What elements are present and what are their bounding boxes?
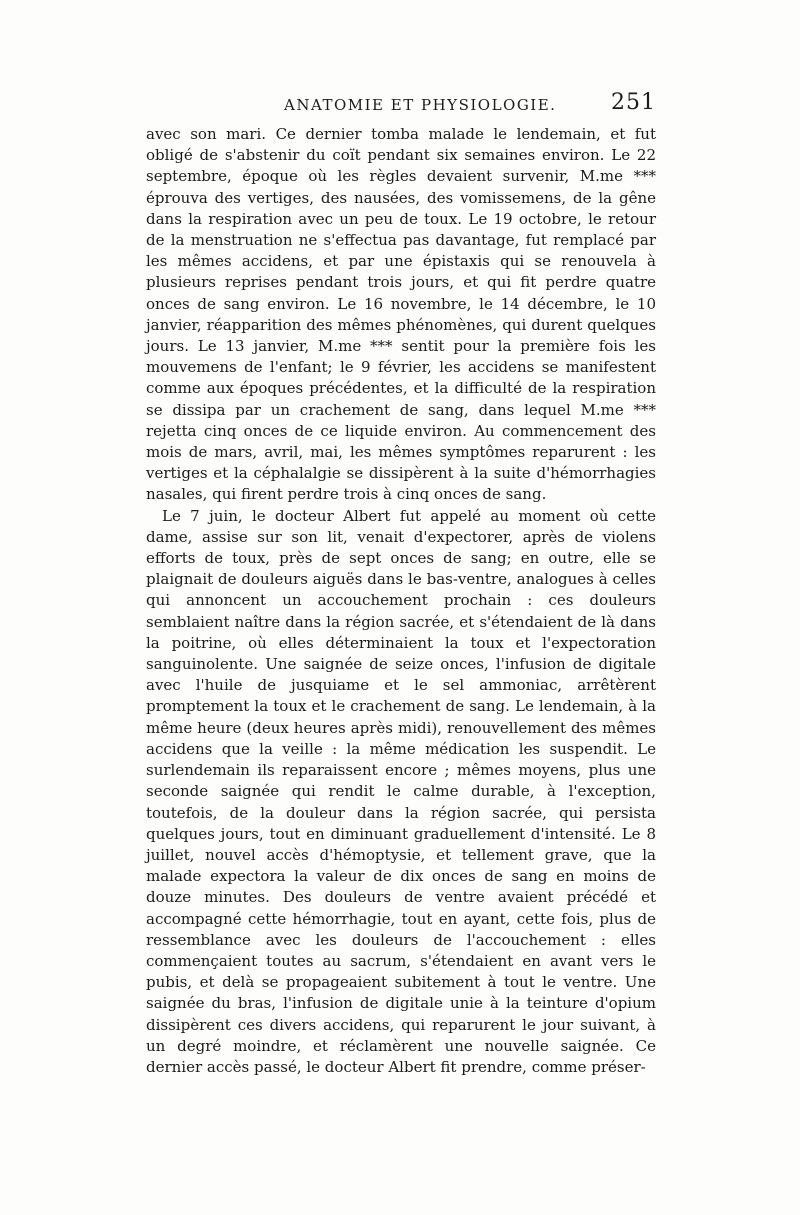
paragraph-continued: avec son mari. Ce dernier tomba malade le lendemain, et fut obligé de s'abstenir du coït pendant six semaines environ. Le 22 septembre, époque où les règles devaient survenir, M.me *** éprouva des vertiges, des nausées, des vomissemens, de la gêne dans la respiration avec un peu de toux. Le 19 octobre, le retour de la menstruation ne s'effectua pas davantage, fut remplacé par les mêmes accidens, et par une épistaxis qui se renouvela à plusieurs reprises pendant trois jours, et qui fit perdre quatre onces de sang environ. Le 16 novembre, le 14 décembre, le 10 janvier, réapparition des mêmes phénomènes, qui durent quelques jours. Le 13 janvier, M.me *** sentit pour la première fois les mouvemens de l'enfant; le 9 février, les accidens se manifestent comme aux époques précédentes, et la difficulté de la respiration se dissipa par un crachement de sang, dans lequel M.me *** rejetta cinq onces de ce liquide environ. Au commencement des mois de mars, avril, mai, les mêmes symptômes reparurent : les vertiges et la céphalalgie se dissipèrent à la suite d'hémorrhagies nasales, qui firent perdre trois à cinq onces de sang. bbox=[146, 125, 656, 504]
body-text bbox=[146, 124, 656, 1078]
page-header bbox=[146, 92, 656, 122]
running-head: ANATOMIE ET PHYSIOLOGIE. bbox=[284, 96, 557, 114]
paragraph-june-case: Le 7 juin, le docteur Albert fut appelé au moment où cette dame, assise sur son lit, venait d'expectorer, après de violens efforts de toux, près de sept onces de sang; en outre, elle se plaignait de douleurs aiguës dans le bas-ventre, analogues à celles qui annoncent un accouchement prochain : ces douleurs semblaient naître dans la région sacrée, et s'étendaient de là dans la poitrine, où elles déterminaient la toux et l'expectoration sanguinolente. Une saignée de seize onces, l'infusion de digitale avec l'huile de jusquiame et le sel ammoniac, arrêtèrent promptement la toux et le crachement de sang. Le lendemain, à la même heure (deux heures après midi), renouvellement des mêmes accidens que la veille : la même médication les suspendit. Le surlendemain ils reparaissent encore ; mêmes moyens, plus une seconde saignée qui rendit le calme durable, à l'exception, toutefois, de la douleur dans la région sacrée, qui persista quelques jours, tout en diminuant graduellement d'intensité. Le 8 juillet, nouvel accès d'hémoptysie, et tellement grave, que la malade expectora la valeur de dix onces de sang en moins de douze minutes. Des douleurs de ventre avaient précédé et accompagné cette hémorrhagie, tout en ayant, cette fois, plus de ressemblance avec les douleurs de l'accouchement : elles commençaient toutes au sacrum, s'étendaient en avant vers le pubis, et delà se propageaient subitement à tout le ventre. Une saignée du bras, l'infusion de digitale unie à la teinture d'opium dissipèrent ces divers accidens, qui reparurent le jour suivant, à un degré moindre, et réclamèrent une nouvelle saignée. Ce dernier accès passé, le docteur Albert fit prendre, comme préser- bbox=[146, 506, 656, 1076]
page-number: 251 bbox=[611, 90, 656, 115]
